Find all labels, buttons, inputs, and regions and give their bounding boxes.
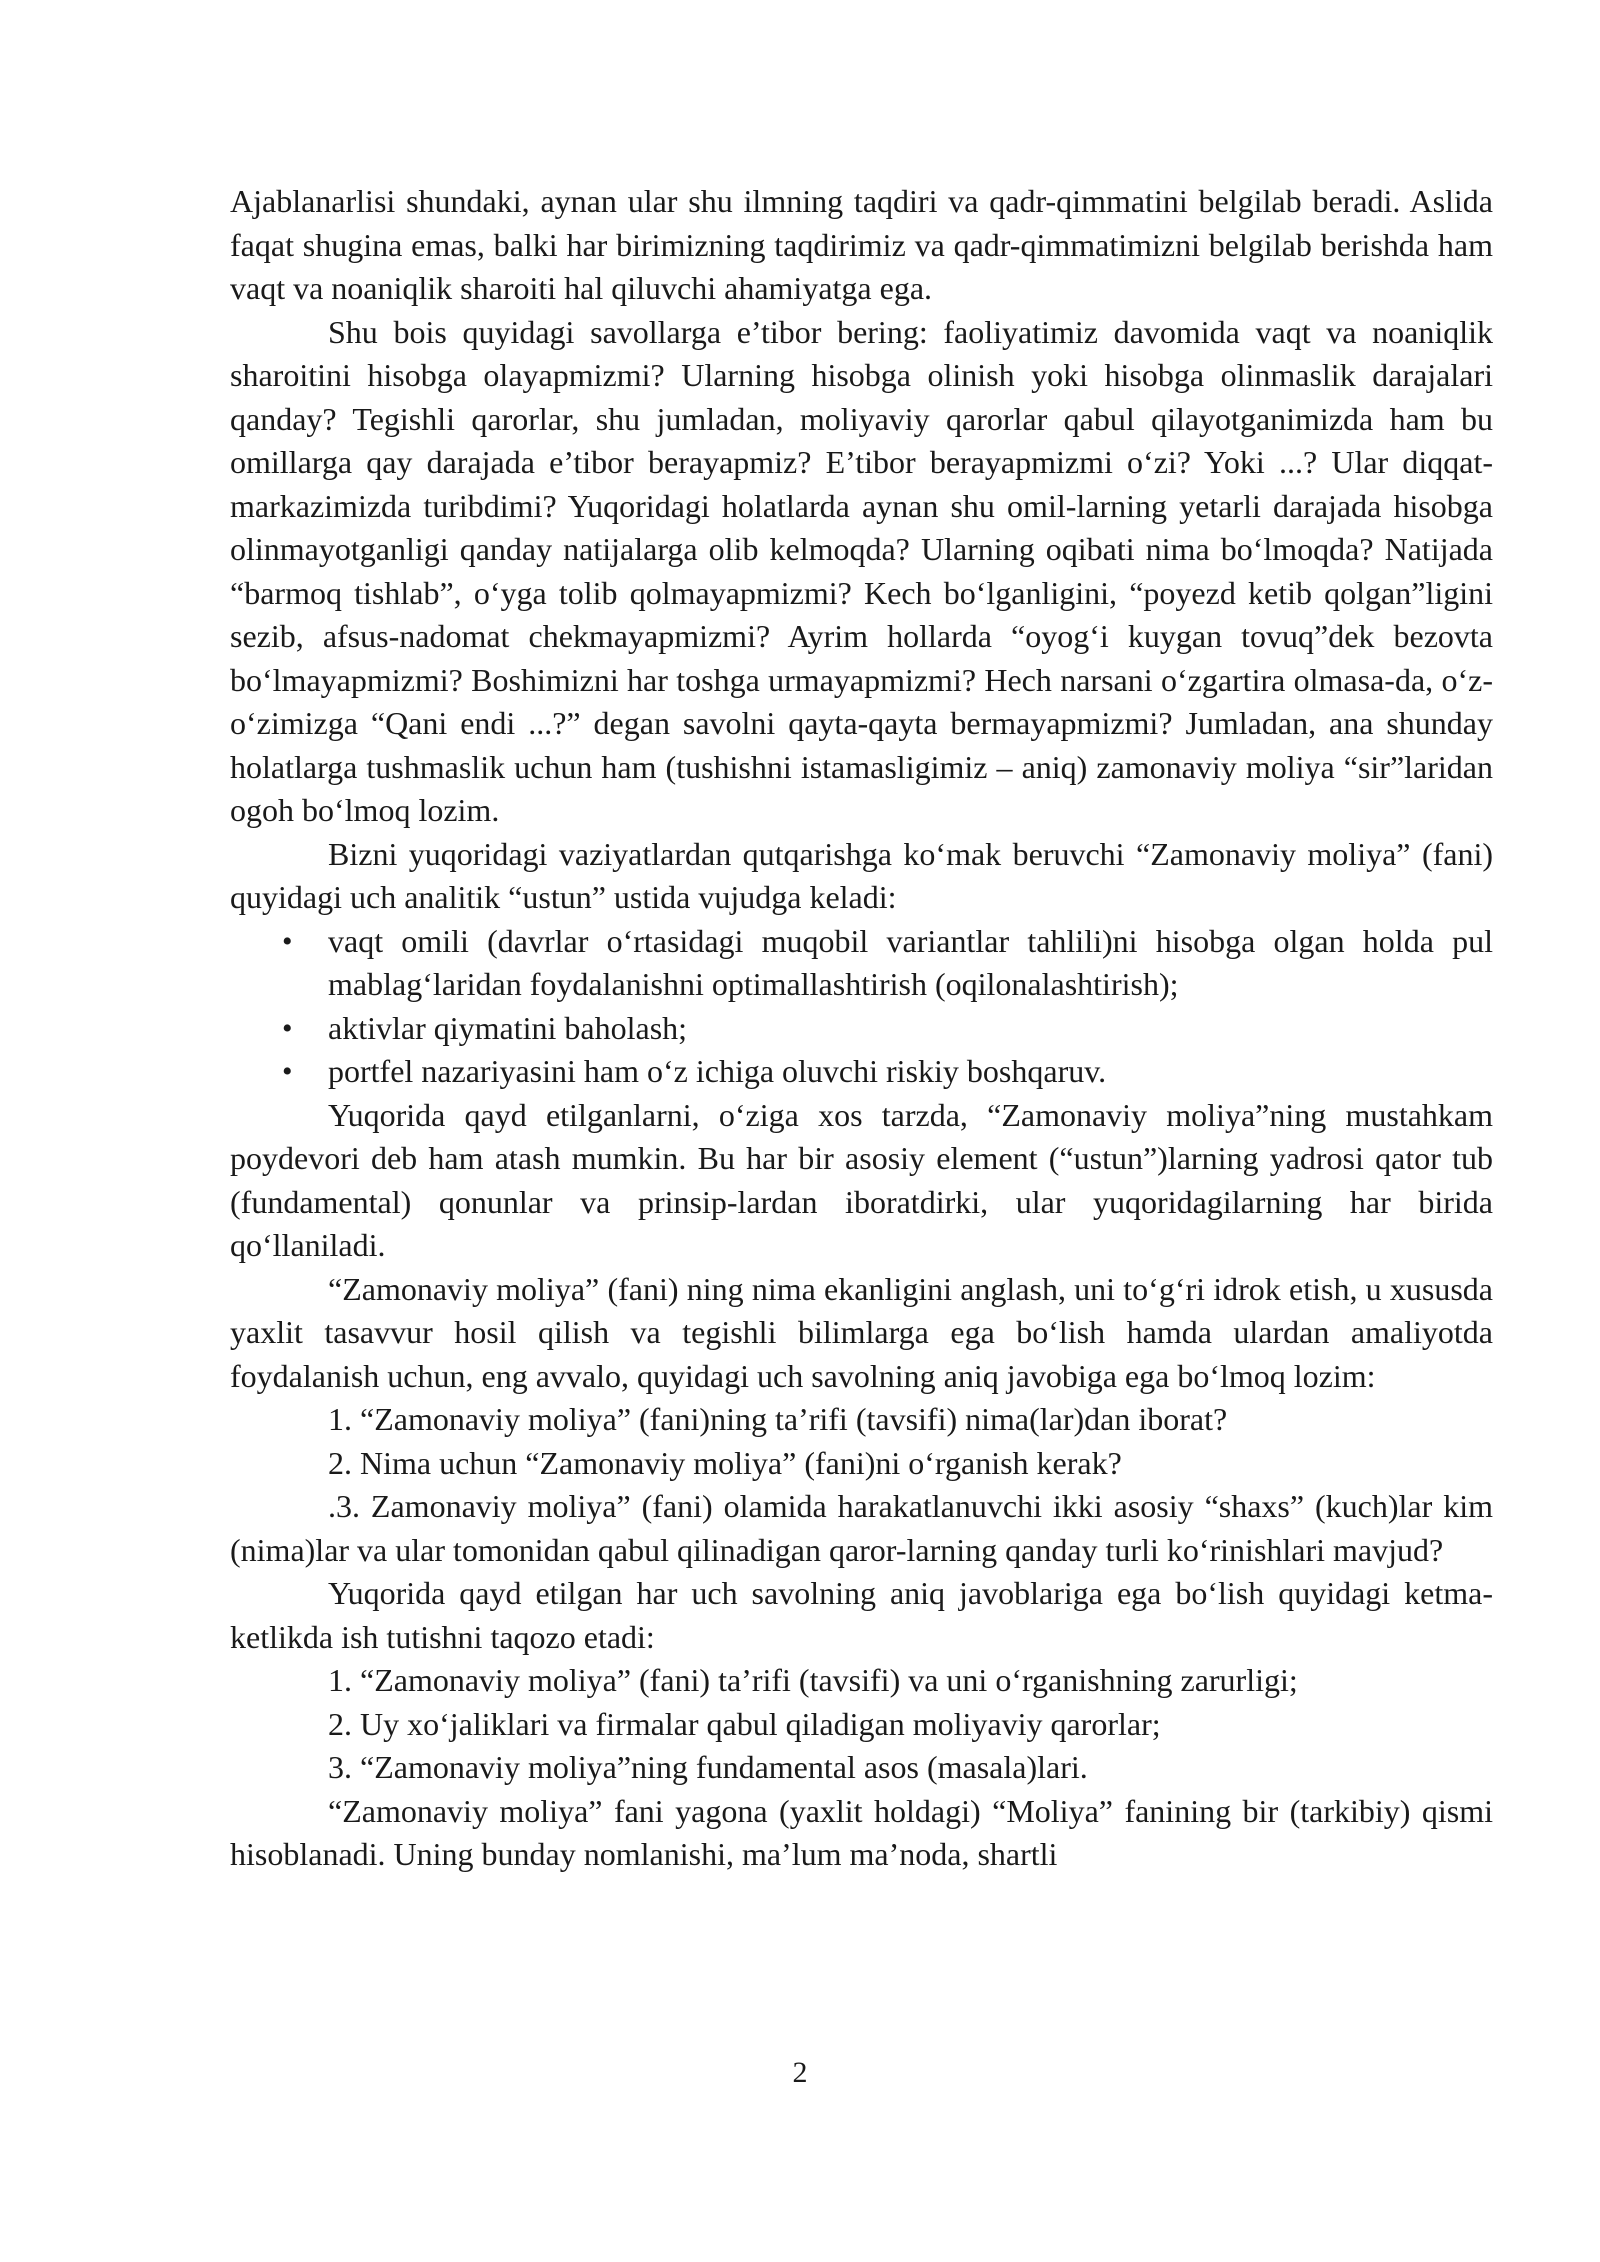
list-item-text: vaqt omili (davrlar o‘rtasidagi muqobil variantlar tahlili)ni hisobga olgan holda pul mablag‘laridan foydalanishni optimallashtirish (oqilonalashtirish); [328,922,1493,1002]
paragraph-pillars-intro: Bizni yuqoridagi vaziyatlardan qutqarishga ko‘mak beruvchi “Zamonaviy moliya” (fani) quyidagi uch analitik “ustun” ustida vujudga keladi: [230,835,1493,915]
question-item: 1. “Zamonaviy moliya” (fani)ning ta’rifi (tavsifi) nima(lar)dan iborat? [328,1401,1228,1437]
paragraph-questions: Shu bois quyidagi savollarga e’tibor bering: faoliyatimiz davomida vaqt va noaniqlik sharoitini hisobga olayapmizmi? Ularning hisobga olinish yoki hisobga olinmaslik darajalari qanday? Tegishli qarorlar, shu jumladan, moliyaviy qarorlar qabul qilayotganimizda ham bu omillarga qay darajada e’tibor berayapmiz? E’tibor berayapmizmi o‘zi? Yoki ...? Ular diqqat-markazimizda turibdimi? Yuqoridagi holatlarda aynan shu omil-larning yetarli darajada hisobga olinmayotganligi qanday natijalarga olib kelmoqda? Ularning oqibati nima bo‘lmoqda? Natijada “barmoq tishlab”, o‘yga tolib qolmayapmizmi? Kech bo‘lganligini, “poyezd ketib qolgan”ligini sezib, afsus-nadomat chekmayapmizmi? Ayrim hollarda “oyog‘i kuygan tovuq”dek bezovta bo‘lmayapmizmi? Boshimizni har toshga urmayapmizmi? Hech narsani o‘zgartira olmasa-da, o‘z-o‘zimizga “Qani endi ...?” degan savolni qayta-qayta bermayapmizmi? Jumladan, ana shunday holatlarga tushmaslik uchun ham (tushishni istamasligimiz – aniq) zamonaviy moliya “sir”laridan ogoh bo‘lmoq lozim. [230,313,1493,828]
question-item: .3. Zamonaviy moliya” (fani) olamida harakatlanuvchi ikki asosiy “shaxs” (kuch)lar kim (nima)lar va ular tomonidan qabul qilinadigan qaror-larning qanday turli ko‘rinishlari mavjud? [230,1488,1493,1568]
bullet-icon: • [282,1011,293,1045]
question-item: 2. Nima uchun “Zamonaviy moliya” (fani)ni o‘rganish kerak? [328,1444,1122,1481]
step-item: 2. Uy xo‘jaliklari va firmalar qabul qiladigan moliyaviy qarorlar; [328,1705,1161,1742]
paragraph-intro: Ajablanarlisi shundaki, aynan ular shu ilmning taqdiri va qadr-qimmatini belgilab beradi. Aslida faqat shugina emas, balki har birimizning taqdirimiz va qadr-qimmatimizni belgilab berishda ham vaqt va noaniqlik sharoiti hal qiluvchi ahamiyatga ega. [230,183,1493,306]
list-item [230,1050,1493,1094]
bullet-icon: • [282,1055,293,1088]
paragraph-understanding: “Zamonaviy moliya” (fani) ning nima ekanligini anglash, uni to‘g‘ri idrok etish, u xususda yaxlit tasavvur hosil qilish va tegishli bilimlarga ega bo‘lish hamda ulardan amaliyotda foydalanish uchun, eng avvalo, quyidagi uch savolning aniq javobiga ega bo‘lmoq lozim: [230,1270,1493,1394]
step-item: 1. “Zamonaviy moliya” (fani) ta’rifi (tavsifi) va uni o‘rganishning zarurligi; [328,1662,1298,1698]
list-item [230,920,1493,1007]
bullet-icon: • [282,924,293,958]
list-item-text: portfel nazariyasini ham o‘z ichiga oluvchi riskiy boshqaruv. [328,1053,1107,1089]
paragraph-foundation: Yuqorida qayd etilganlarni, o‘ziga xos tarzda, “Zamonaviy moliya”ning mustahkam poydevori deb ham atash mumkin. Bu har bir asosiy element (“ustun”)larning yadrosi qator tub (fundamental) qonunlar va prinsip-lardan iboratdirki, ular yuqoridagilarning har birida qo‘llaniladi. [230,1096,1493,1263]
list-item-text: aktivlar qiymatini baholash; [328,1009,688,1046]
page-number: 2 [792,2056,808,2089]
pillars-list [230,920,1493,1094]
document-page [230,180,1493,1877]
step-item: 3. “Zamonaviy moliya”ning fundamental asos (masala)lari. [328,1749,1088,1785]
paragraph-final: “Zamonaviy moliya” fani yagona (yaxlit holdagi) “Moliya” fanining bir (tarkibiy) qismi hisoblanadi. Uning bunday nomlanishi, ma’lum ma’noda, shartli [230,1792,1493,1872]
paragraph-sequence: Yuqorida qayd etilgan har uch savolning aniq javoblariga ega bo‘lish quyidagi ketma-ketlikda ish tutishni taqozo etadi: [230,1575,1493,1655]
list-item [230,1007,1493,1051]
